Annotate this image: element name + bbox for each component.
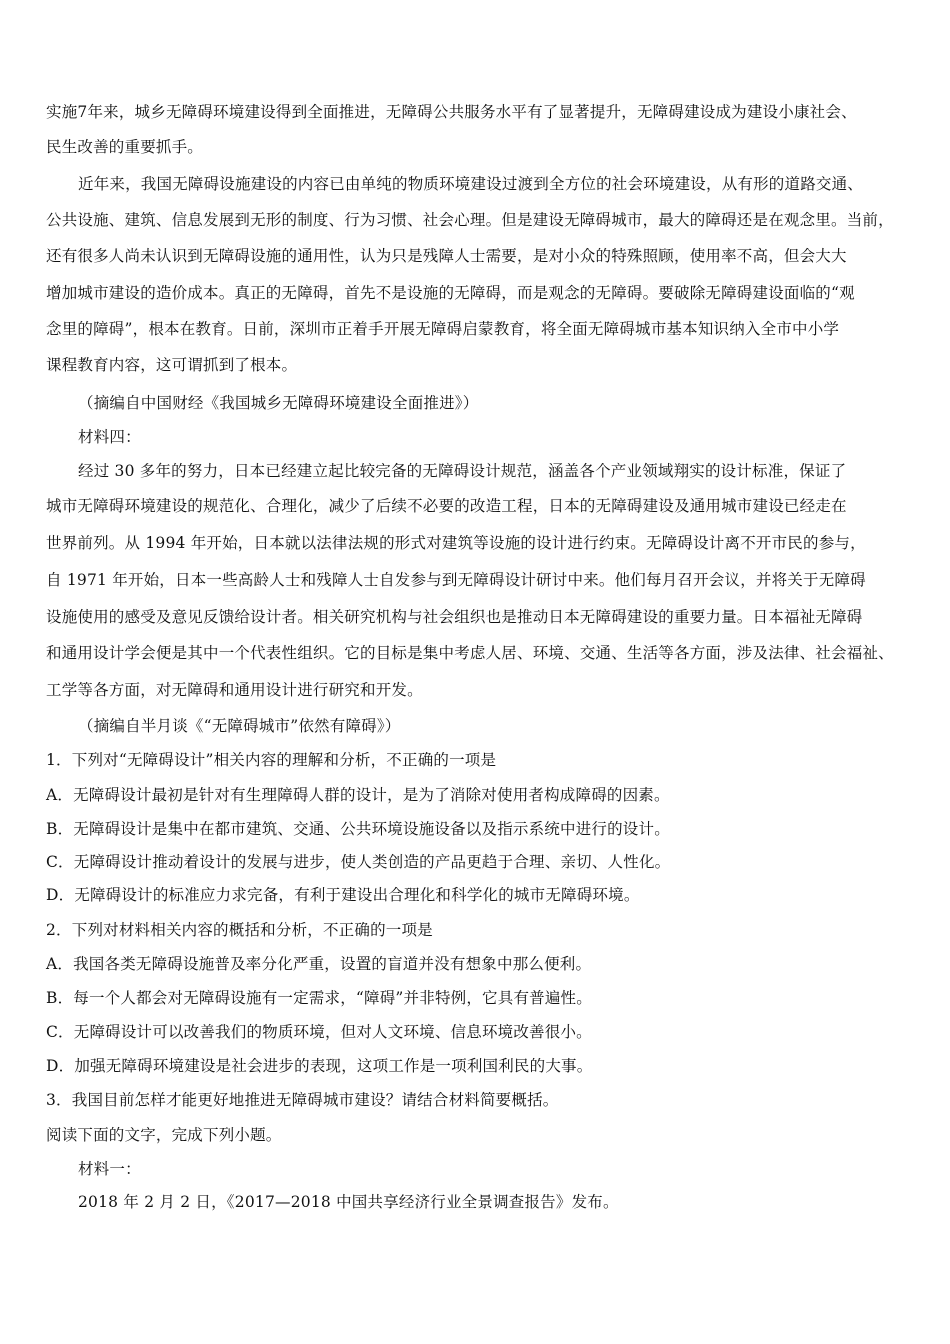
question-1-option-b: B．无障碍设计是集中在都市建筑、交通、公共环境设施设备以及指示系统中进行的设计。 — [46, 820, 670, 838]
question-1-stem: 1．下列对“无障碍设计”相关内容的理解和分析，不正确的一项是 — [46, 751, 497, 769]
material3-line-7: 念里的障碍”，根本在教育。日前，深圳市正着手开展无障碍启蒙教育，将全面无障碍城市基本知识纳入全市中小学 — [46, 320, 840, 338]
material1-heading: 材料一： — [78, 1160, 141, 1178]
question-2-option-d: D．加强无障碍环境建设是社会进步的表现，这项工作是一项利国利民的大事。 — [46, 1057, 593, 1075]
material4-line-1: 经过 30 多年的努力，日本已经建立起比较完备的无障碍设计规范，涵盖各个产业领域翔实的设计标准，保证了 — [78, 462, 847, 480]
material3-line-4: 公共设施、建筑、信息发展到无形的制度、行为习惯、社会心理。但是建设无障碍城市，最大的障碍还是在观念里。当前， — [46, 211, 894, 229]
material4-line-2: 城市无障碍环境建设的规范化、合理化，减少了后续不必要的改造工程，日本的无障碍建设及通用城市建设已经走在 — [46, 497, 847, 515]
reading-instruction: 阅读下面的文字，完成下列小题。 — [46, 1126, 282, 1144]
material3-source: （摘编自中国财经《我国城乡无障碍环境建设全面推进》） — [78, 394, 479, 412]
material4-heading: 材料四： — [78, 428, 141, 446]
material4-line-5: 设施使用的感受及意见反馈给设计者。相关研究机构与社会组织也是推动日本无障碍建设的重要力量。日本福祉无障碍 — [46, 608, 863, 626]
material3-line-8: 课程教育内容，这可谓抓到了根本。 — [46, 356, 298, 374]
material4-source: （摘编自半月谈《“无障碍城市”依然有障碍》） — [78, 717, 401, 735]
material1-line-1: 2018 年 2 月 2 日，《2017—2018 中国共享经济行业全景调查报告》发布。 — [78, 1193, 619, 1211]
material4-line-3: 世界前列。从 1994 年开始，日本就以法律法规的形式对建筑等设施的设计进行约束。无障碍设计离不开市民的参与， — [46, 534, 866, 552]
material3-line-5: 还有很多人尚未认识到无障碍设施的通用性，认为只是残障人士需要，是对小众的特殊照顾，使用率不高，但会大大 — [46, 247, 847, 265]
material4-line-6: 和通用设计学会便是其中一个代表性组织。它的目标是集中考虑人居、环境、交通、生活等各方面，涉及法律、社会福祉、 — [46, 644, 894, 662]
question-2-stem: 2．下列对材料相关内容的概括和分析，不正确的一项是 — [46, 921, 433, 939]
material4-line-4: 自 1971 年开始，日本一些高龄人士和残障人士自发参与到无障碍设计研讨中来。他们每月召开会议，并将关于无障碍 — [46, 571, 866, 589]
question-3-stem: 3．我国目前怎样才能更好地推进无障碍城市建设？请结合材料简要概括。 — [46, 1091, 559, 1109]
question-2-option-c: C．无障碍设计可以改善我们的物质环境，但对人文环境、信息环境改善很小。 — [46, 1023, 592, 1041]
question-2-option-a: A．我国各类无障碍设施普及率分化严重，设置的盲道并没有想象中那么便利。 — [46, 955, 592, 973]
question-2-option-b: B．每一个人都会对无障碍设施有一定需求，“障碍”并非特例，它具有普遍性。 — [46, 989, 592, 1007]
material3-line-6: 增加城市建设的造价成本。真正的无障碍，首先不是设施的无障碍，而是观念的无障碍。要破除无障碍建设面临的“观 — [46, 284, 855, 302]
question-1-option-c: C．无障碍设计推动着设计的发展与进步，使人类创造的产品更趋于合理、亲切、人性化。 — [46, 853, 671, 871]
material3-line-1: 实施7年来，城乡无障碍环境建设得到全面推进，无障碍公共服务水平有了显著提升，无障碍建设成为建设小康社会、 — [46, 103, 857, 121]
material3-line-2: 民生改善的重要抓手。 — [46, 138, 204, 156]
question-1-option-a: A．无障碍设计最初是针对有生理障碍人群的设计，是为了消除对使用者构成障碍的因素。 — [46, 786, 670, 804]
material4-line-7: 工学等各方面，对无障碍和通用设计进行研究和开发。 — [46, 681, 423, 699]
question-1-option-d: D．无障碍设计的标准应力求完备，有利于建设出合理化和科学化的城市无障碍环境。 — [46, 886, 640, 904]
material3-line-3: 近年来，我国无障碍设施建设的内容已由单纯的物质环境建设过渡到全方位的社会环境建设，从有形的道路交通、 — [78, 175, 864, 193]
